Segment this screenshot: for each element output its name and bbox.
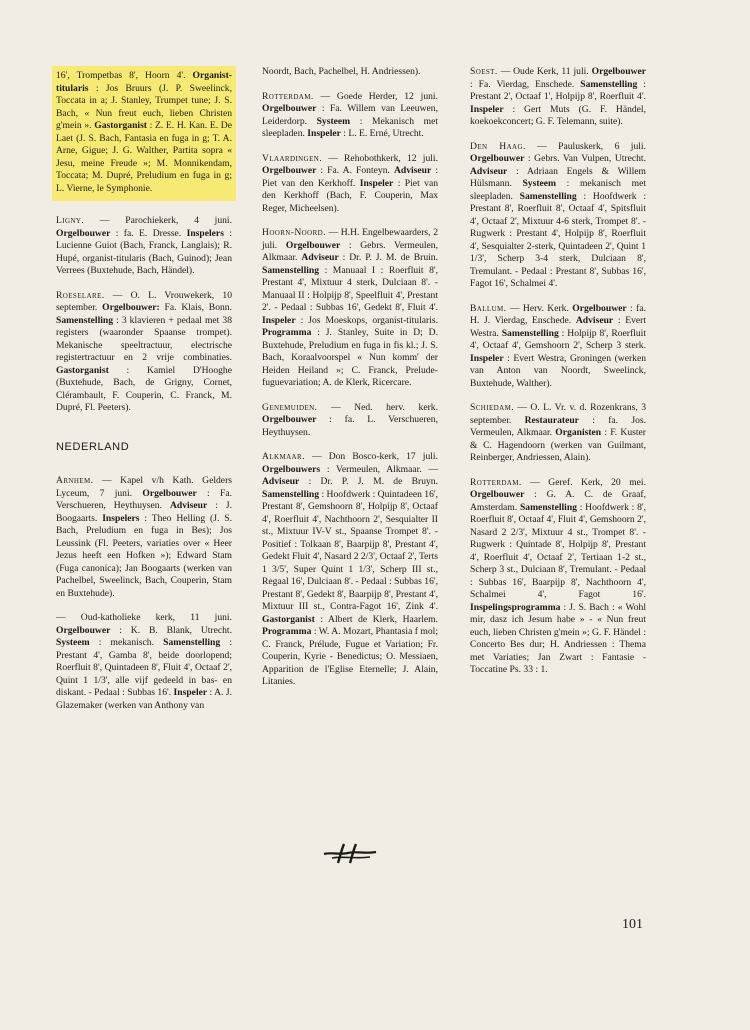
entry-text: : Kamiel D'Hooghe (Buxtehude, Bach, de Grigny, Cornet, Clérambault, F. Couperin, C. Franck, M. Dupré, Fl. Peeters). — [56, 364, 232, 413]
entry-oud-katholieke — [56, 612, 232, 712]
city-name: Vlaardingen. — [262, 152, 323, 164]
entry-keyword: Systeem — [56, 637, 90, 648]
entry-arnhem — [56, 475, 232, 600]
entry-alkmaar — [262, 451, 438, 689]
entry-genemuiden — [262, 402, 438, 440]
entry-text: : Z. E. H. Kan. E. De Laet (J. S. Bach, Fantasia en fuga in g; T. A. Arne, Gigue; J. G. Walther, Partita sopra « Jesu, meine Freude »; M. Monnikendam, Toccata; M. Dupré, Preludium en fuga in g; L. Vierne, le Symphonie. — [56, 120, 232, 194]
entry-keyword: Inspeler — [470, 352, 504, 364]
entry-keyword: Orgelbouwer — [56, 624, 111, 636]
entry-roeselare — [56, 290, 232, 415]
entry-keyword: Adviseur — [301, 252, 339, 263]
entry-keyword: Gastorganist — [56, 364, 109, 376]
entry-text: : Prestant 2', Octaaf 1', Holpijp 8', Roerfluit 4'. — [470, 78, 646, 102]
entry-text: — Pauluskerk, 6 juli. — [525, 140, 646, 152]
city-name: Rotterdam. — [470, 476, 522, 488]
highlighted-entry — [52, 66, 236, 201]
entry-text: : F. Kuster & C. Hagendoorn (werken van Guilmant, Reinberger, Andriessen, Alain). — [470, 427, 647, 463]
column-3 — [470, 66, 646, 689]
entry-rotterdam-geref — [470, 477, 646, 677]
entry-keyword: Samenstelling — [580, 78, 638, 90]
entry-text: : J. Boogaarts. — [56, 500, 232, 524]
entry-text: : fa. H. J. Vierdag, Enschede. — [470, 302, 646, 326]
entry-text: Noordt, Bach, Pachelbel, H. Andriessen). — [262, 66, 421, 77]
entry-keyword: Samenstelling — [501, 327, 559, 339]
entry-text: : Piet van den Kerkhoff. — [262, 165, 438, 189]
entry-text: — Geref. Kerk, 20 mei. — [521, 476, 646, 488]
entry-keyword: Samenstelling — [519, 190, 577, 202]
entry-ligny — [56, 215, 232, 278]
entry-text: : Adriaan Engels & Willem Hülsmann. — [470, 165, 646, 189]
entry-rotterdam-goede-herder — [262, 91, 438, 141]
entry-keyword: Orgelbouwer — [262, 103, 317, 114]
entry-text: — Kapel v/h Kath. Gelders Lyceum, 7 juni. — [56, 475, 232, 499]
entry-keyword: Inspeler — [359, 177, 394, 189]
entry-text: : Theo Helling (J. S. Bach, Preludium en fuga in Bes); Jos Leussink (Fl. Peeters, variaties over « Heer Jezus heeft een Hofken »); Edward Stam (Fuga canonica); Jan Boogaarts (werken van Pachelbel, Sweelinck, Bach, Couperin, Stam en Buxtehude). — [56, 512, 232, 599]
entry-text: 16', Trompetbas 8', Hoorn 4'. — [56, 70, 193, 81]
entry-text: : Hoofdwerk : 8', Roerfluit 8', Octaaf 4', Fluit 4', Gemshoorn 2', Nasard 2 2/3', Mixtuur 4 st., Trompet 8'. - Rugwerk : Quintade 8', Holpijp 8', Prestant 4', Roerfluit 4', Octaaf 2', Tertiaan 1-2 st., Scherp 3 st., Dulciaan 8', Tremulant. - Pedaal : Subbas 16', Baarpijp 8', Nachthoorn 4', Schalmei 4', Fagot 16'. — [470, 501, 646, 600]
entry-keyword: Samenstelling — [163, 637, 221, 648]
entry-text: : A. J. Glazemaker (werken van Anthony van — [56, 687, 232, 711]
city-name: Ligny. — [56, 215, 85, 226]
entry-text: : Jos Moeskops, organist-titularis. — [295, 314, 438, 326]
entry-text: : Manuaal I : Roerfluit 8', Prestant 4', Mixtuur 4 sterk, Dulciaan 8'. - Manuaal II : Holpijp 8', Speelfluit 4', Prestant 2'. - Pedaal : Subbas 16', Gedekt 8', Fluit 4'. — [262, 264, 438, 313]
entry-keyword: Inspeler — [470, 103, 504, 115]
entry-ballum — [470, 303, 646, 391]
entry-text: : mekanisch. — [89, 637, 164, 648]
entry-keyword: Orgelbouwers — [262, 463, 321, 475]
entry-text: — Ned. herv. kerk. — [317, 401, 438, 413]
entry-text: : fa. L. Verschueren, Heythuysen. — [262, 414, 438, 438]
entry-keyword: Samenstelling — [262, 264, 320, 276]
entry-text: — Oude Kerk, 11 juli. — [497, 66, 592, 77]
entry-hoorn-noord — [262, 227, 438, 390]
entry-text: : mekanisch met sleepladen. — [470, 178, 646, 202]
entry-text: : Fa. Verschueren, Heythuysen. — [56, 487, 232, 511]
entry-text: : K. B. Blank, Utrecht. — [110, 624, 232, 636]
entry-keyword: Adviseur — [393, 165, 432, 176]
entry-keyword: Systeem — [316, 115, 351, 127]
entry-text: : Fa. A. Fonteyn. — [316, 165, 394, 176]
entry-text: : Dr. P. J. M. de Bruyn. — [299, 476, 438, 487]
entry-continuation — [262, 66, 438, 79]
city-name: Den Haag. — [470, 140, 526, 152]
column-2 — [262, 66, 438, 701]
entry-keyword: Orgelbouwer: — [102, 302, 160, 313]
entry-text: : Vermeulen, Alkmaar. — — [320, 463, 438, 475]
entry-text: : Prestant 4', Gamba 8', beide doorlopend; Roerfluit 8', Quintadeen 8', Fluit 4', Octaaf 2', Quint 1 1/3', alle vijf gedeeld in bas- en diskant. - Pedaal : Subbas 16'. — [56, 637, 232, 698]
entry-keyword: Orgelbouwer — [470, 489, 525, 500]
entry-text: : Jos Bruurs (J. P. Sweelinck, Toccata in a; J. Stanley, Trumpet tune; J. S. Bach, « Nun freut euch, lieben Christen g'mein ». — [56, 82, 232, 131]
entry-keyword: Gastorganist — [94, 120, 147, 131]
entry-text: : fa. Jos. Vermeulen, Alkmaar. — [470, 414, 646, 438]
entry-keyword: Samenstelling — [56, 314, 114, 326]
entry-text: : G. A. C. de Graaf, Amsterdam. — [470, 489, 646, 513]
entry-keyword: Gastorganist — [262, 613, 315, 625]
entry-keyword: Inspeler — [262, 314, 296, 326]
entry-text: — Parochiekerk, 4 juni. — [84, 215, 232, 226]
city-name: Ballum. — [470, 302, 507, 314]
entry-keyword: Inspelers — [102, 512, 140, 524]
city-name: Soest. — [470, 66, 498, 77]
entry-keyword: Orgelbouwer — [262, 165, 317, 176]
entry-text: : J. S. Bach : « Wohl mir, dasz ich Jesum habe » - « Nun freut euch, lieben Christen g'mein »; G. F. Händel : Concerto Bes dur; H. Andriessen : Thema met Variaties; Jan Zwart : Fantasie - Toccatine Ps. 33 : 1. — [470, 601, 646, 675]
entry-text: — O. L. Vrouwekerk, 10 september. — [56, 289, 232, 313]
entry-keyword: Orgelbouwer — [572, 302, 627, 314]
entry-text: — Herv. Kerk. — [506, 302, 573, 314]
entry-keyword: Orgelbouwer — [56, 227, 111, 239]
entry-text: : Holpijp 8', Roerfluit 4', Octaaf 4', Gemshoorn 2', Scherp 3 sterk. — [470, 327, 646, 351]
entry-text: : Piet van den Kerkhoff (Bach, F. Couperin, Max Reger, Micheelsen). — [262, 177, 439, 214]
entry-keyword: Inspeler — [173, 687, 208, 698]
city-name: Genemuiden. — [262, 401, 318, 413]
entry-keyword: Inspeler — [307, 128, 341, 139]
entry-text: : Hoofdwerk : Prestant 8', Roerfluit 8', Octaaf 4', Spitsfluit 4', Octaaf 2', Mixtuur 4-6 sterk, Trompet 8'. - Rugwerk : Prestant 4', Holpijp 8', Roerfluit 4', Sesquialter 2-sterk, Quintadeen 2', Quint 1 1/3', Scherp 3-4 sterk, Dulciaan 8', Tremulant. - Pedaal : Prestant 8', Subbas 16', Fagot 16', Schalmei 4'. — [470, 190, 646, 289]
entry-text: : Hoofdwerk : Quintadeen 16', Prestant 8', Gemshoorn 8', Holpijp 8', Octaaf 4', Roerfluit 4', Nachthoorn 2', Sesquialter II st., Mixtuur IV-V st., Spaanse Trompet 8'. - Positief : Tolkaan 8', Baarpijp 8', Prestant 4', Gedekt Fluit 4', Nasard 2 2/3', Octaaf 2', Terts 1 3/5', Super Quint 1 1/3', Scherp III st., Regaal 16', Dulciaan 8'. - Pedaal : Subbas 16', Prestant 8', Gedekt 8', Baarpijp 8', Prestant 4', Mixtuur III st., Contra-Fagot 16', Zink 4'. — [262, 488, 439, 612]
entry-keyword: Organist-titularis — [56, 70, 232, 94]
entry-text: : Fa. Willem van Leeuwen, Leiderdorp. — [262, 103, 438, 127]
entry-keyword: Restaurateur — [524, 414, 579, 426]
entry-schiedam — [470, 402, 646, 465]
entry-text: — Goede Herder, 12 juni. — [313, 90, 438, 102]
entry-text: : L. E. Erné, Utrecht. — [340, 128, 424, 139]
entry-keyword: Inspelers — [186, 227, 224, 239]
page-number: 101 — [622, 917, 643, 932]
city-name: Rotterdam. — [262, 90, 314, 102]
entry-text: : Albert de Klerk, Haarlem. — [314, 613, 438, 625]
entry-keyword: Adviseur — [262, 476, 300, 487]
entry-text: : Lucienne Guiot (Bach, Franck, Langlais); R. Hupé, organist-titularis (Bach, Guinod); Jean Verrees (Buxtehude, Bach, Händel). — [56, 227, 232, 276]
entry-keyword: Orgelbouwer — [285, 239, 341, 251]
city-name: Roeselare. — [56, 289, 105, 301]
entry-vlaardingen — [262, 153, 438, 216]
entry-text: : Evert Westra. — [470, 315, 646, 339]
entry-text: : Gert Muts (G. F. Händel, koekoekconcert; G. F. Telemann, suite). — [470, 103, 646, 127]
entry-keyword: Inspelingsprogramma — [470, 601, 561, 613]
entry-keyword: Adviseur — [575, 315, 614, 326]
entry-keyword: Organisten — [555, 427, 602, 438]
entry-text: Fa. Klais, Bonn. — [159, 302, 232, 313]
entry-keyword: Systeem — [522, 178, 557, 189]
entry-text: — O. L. Vr. v. d. Rozenkrans, 3 september. — [470, 402, 646, 426]
entry-text: — Don Bosco-kerk, 17 juli. — [304, 451, 438, 462]
city-name: Alkmaar. — [262, 451, 305, 462]
entry-keyword: Orgelbouwer — [591, 66, 646, 77]
entry-text: : J. Stanley, Suite in D; D. Buxtehude, Preludium en fuga in fis kl.; J. S. Bach, Koraalvoorspel « Nun komm' der Heiden Heiland »; C. Franck, Prelude-fuguevariation; A. de Klerk, Ricercare. — [262, 327, 438, 388]
entry-keyword: Orgelbouwer — [262, 414, 317, 425]
entry-text: : Mekanisch met sleepladen. — [262, 115, 439, 139]
entry-keyword: Orgelbouwer — [142, 487, 197, 499]
entry-keyword: Adviseur — [169, 500, 208, 511]
entry-keyword: Programma — [262, 327, 312, 338]
entry-keyword: Orgelbouwer — [470, 153, 525, 164]
entry-soest — [470, 66, 646, 129]
ornament-icon — [322, 842, 378, 864]
city-name: Hoorn-Noord. — [262, 227, 326, 238]
entry-keyword: Samenstelling — [519, 501, 577, 513]
column-1 — [56, 66, 232, 724]
entry-text: : Evert Westra, Groningen (werken van Anton van Noordt, Sweelinck, Buxtehude, Walther). — [470, 352, 646, 389]
entry-text: : 3 klavieren + pedaal met 38 registers (waaronder Spaanse trompet). Mekanische speeltractuur, electrische registertractuur en 2 vrije combinaties. — [56, 314, 232, 363]
entry-text: : Fa. Vierdag, Enschede. — [470, 78, 581, 90]
entry-text: : W. A. Mozart, Phantasia f mol; C. Franck, Prélude, Fugue et Variation; Fr. Couperin, Kyrie - Benedictus; O. Messiaen, Apparition de l'Eglise Eternelle; J. Alain, Litanies. — [262, 626, 438, 687]
city-name: Arnhem. — [56, 475, 94, 486]
entry-text: — Rehobothkerk, 12 juli. — [322, 152, 438, 164]
entry-keyword: Programma — [262, 626, 312, 637]
entry-text: — H.H. Engelbewaarders, 2 juli. — [262, 227, 438, 251]
entry-den-haag — [470, 141, 646, 291]
section-heading: NEDERLAND — [56, 440, 130, 453]
entry-text: : fa. E. Dresse. — [110, 227, 187, 239]
entry-keyword: Samenstelling — [262, 488, 320, 500]
city-name: Schiedam. — [470, 402, 514, 413]
entry-text: : Gebrs. Van Vulpen, Utrecht. — [524, 153, 646, 164]
entry-text: : Gebrs. Vermeulen, Alkmaar. — [262, 239, 439, 263]
entry-text: — Oud-katholieke kerk, 11 juni. — [56, 612, 232, 623]
entry-text: : Dr. P. J. M. de Bruin. — [338, 252, 439, 263]
entry-keyword: Adviseur — [470, 165, 508, 177]
